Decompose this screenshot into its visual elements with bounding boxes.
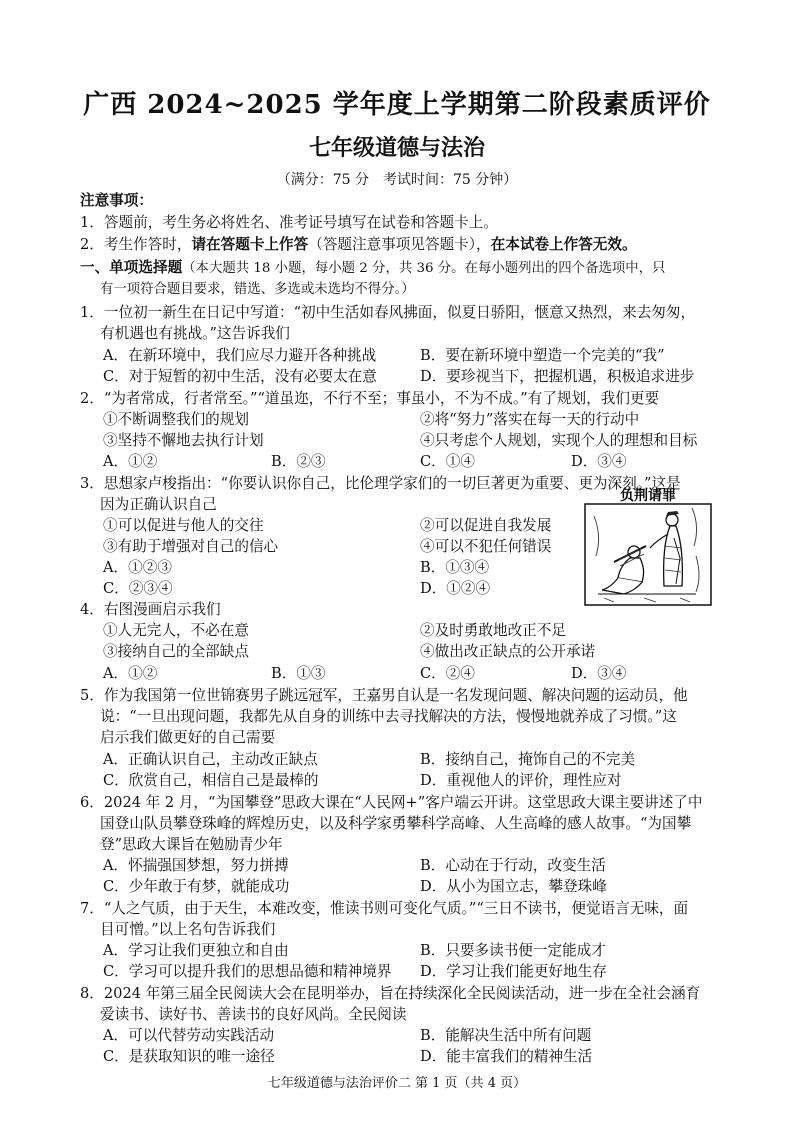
q2-statement: ②将“努力”落实在每一天的行动中	[420, 411, 640, 428]
q8-stem: 8．2024 年第三届全民阅读大会在昆明举办，旨在持续深化全民阅读活动，进一步在全社会涵育	[80, 985, 701, 1002]
q7-option-a: A．学习让我们更独立和自由	[103, 942, 289, 959]
q7-stem: 7．“人之气质，由于天生，本难改变，惟读书则可变化气质。”“三日不读书，便觉语言无味，面	[80, 900, 689, 917]
q2-option-a: A．①②	[103, 453, 158, 470]
q4-option-d: D．③④	[571, 665, 627, 682]
q3-statement: ①可以促进与他人的交往	[103, 517, 264, 534]
q5-option-d: D．重视他人的评价，理性应对	[420, 772, 622, 789]
section-heading-line2: 有一项符合题目要求，错选、多选或未选均不得分。）	[100, 282, 415, 297]
q3-option-a: A．①②③	[103, 559, 172, 576]
notice-item-1: 1．答题前，考生务必将姓名、准考证号填写在试卷和答题卡上。	[80, 214, 498, 231]
q1-stem: 有机遇也有挑战。”这告诉我们	[100, 325, 290, 342]
section-heading-bold: 一、单项选择题	[80, 259, 183, 276]
q5-stem: 启示我们做更好的自己需要	[100, 729, 276, 746]
q3-option-b: B．①③④	[420, 559, 490, 576]
q3-stem: 因为正确认识自己	[100, 496, 217, 513]
q5-option-a: A．正确认识自己，主动改正缺点	[103, 751, 318, 768]
comic-illustration	[584, 486, 712, 606]
q6-option-a: A．怀揣强国梦想，努力拼搏	[103, 857, 289, 874]
q3-statement: ②可以促进自我发展	[420, 517, 552, 534]
q7-option-c: C．学习可以提升我们的思想品德和精神境界	[103, 963, 392, 980]
q2-option-b: B．②③	[271, 453, 326, 470]
q1-option-d: D．要珍视当下，把握机遇，积极追求进步	[420, 368, 695, 385]
q8-stem: 爱读书、读好书、善读书的良好风尚。全民阅读	[100, 1006, 407, 1023]
q5-stem: 5．作为我国第一位世锦赛男子跳远冠军，王嘉男自认是一名发现问题、解决问题的运动员，他	[80, 687, 688, 704]
notice-item-2-bold: 请在答题卡上作答	[191, 236, 309, 253]
q4-option-a: A．①②	[103, 665, 158, 682]
q7-stem: 目可憎。”以上名句告诉我们	[100, 921, 276, 938]
q1-option-b: B．要在新环境中塑造一个完美的“我”	[420, 347, 665, 364]
notice-item-2-part: 2．考生作答时，	[80, 236, 192, 253]
q6-option-c: C．少年敢于有梦，就能成功	[103, 878, 290, 895]
exam-meta: （满分：75 分 考试时间：75 分钟）	[276, 172, 518, 188]
q8-option-b: B．能解决生活中所有问题	[420, 1027, 592, 1044]
q1-option-a: A．在新环境中，我们应尽力避开各种挑战	[103, 347, 377, 364]
q6-option-d: D．从小为国立志，攀登珠峰	[420, 878, 607, 895]
q2-option-d: D．③④	[571, 453, 627, 470]
q4-option-b: B．①③	[271, 665, 326, 682]
q7-option-b: B．只要多读书便一定能成才	[420, 942, 606, 959]
q8-option-c: C．是获取知识的唯一途径	[103, 1048, 275, 1065]
exam-subject: 七年级道德与法治	[308, 135, 485, 161]
q2-statement: ①不断调整我们的规划	[103, 411, 249, 428]
q8-option-a: A．可以代替劳动实践活动	[103, 1027, 275, 1044]
q8-option-d: D．能丰富我们的精神生活	[420, 1048, 593, 1065]
section-heading	[80, 258, 665, 279]
q3-option-c: C．②③④	[103, 580, 173, 597]
q2-option-c: C．①④	[420, 453, 475, 470]
q7-option-d: D．学习让我们能更好地生存	[420, 963, 607, 980]
q2-statement: ③坚持不懈地去执行计划	[103, 432, 264, 449]
q4-stem: 4．右图漫画启示我们	[80, 601, 221, 618]
q6-stem: 国登山队员攀登珠峰的辉煌历史，以及科学家勇攀科学高峰、人生高峰的感人故事。“为国攀	[100, 815, 692, 832]
q6-option-b: B．心动在于行动，改变生活	[420, 857, 606, 874]
q5-option-b: B．接纳自己，掩饰自己的不完美	[420, 751, 636, 768]
q5-option-c: C．欣赏自己，相信自己是最棒的	[103, 772, 319, 789]
comic-caption: 负荆请罪	[620, 488, 676, 504]
q4-statement: ②及时勇敢地改正不足	[420, 622, 566, 639]
page-footer: 七年级道德与法治评价二 第 1 页（共 4 页）	[267, 1076, 527, 1091]
exam-title: 广西 2024~2025 学年度上学期第二阶段素质评价	[83, 90, 711, 120]
q2-stem: 2．“为者常成，行者常至。”“道虽迩，不行不至；事虽小，不为不成。”有了规划，我们更要	[80, 390, 660, 407]
section-heading-rest: （本大题共 18 小题，每小题 2 分，共 36 分。在每小题列出的四个备选项中，只	[182, 261, 666, 276]
q3-statement: ③有助于增强对自己的信心	[103, 538, 279, 555]
q1-option-c: C．对于短暂的初中生活，没有必要太在意	[103, 368, 377, 385]
q4-statement: ①人无完人，不必在意	[103, 622, 249, 639]
notice-item-2	[80, 235, 637, 255]
q2-statement: ④只考虑个人规划，实现个人的理想和目标	[420, 432, 698, 449]
q4-option-c: C．②④	[420, 665, 475, 682]
q1-stem: 1．一位初一新生在日记中写道：“初中生活如春风拂面，似夏日骄阳，惬意又热烈，来去匆匆，	[80, 304, 696, 321]
q6-stem: 6．2024 年 2 月，“为国攀登”思政大课在“人民网+”客户端云开讲。这堂思政大课主要讲述了中	[80, 794, 703, 811]
notice-item-2-part: （答题注意事项见答题卡），	[308, 236, 491, 253]
q3-statement: ④可以不犯任何错误	[420, 538, 552, 555]
q6-stem: 登”思政大课旨在勉励青少年	[100, 836, 283, 853]
q3-stem: 3．思想家卢梭指出：“你要认识你自己，比伦理学家们的一切巨著更为重要、更为深刻。”这是	[80, 475, 681, 492]
notice-heading: 注意事项：	[80, 192, 153, 209]
q4-statement: ④做出改正缺点的公开承诺	[420, 643, 596, 660]
q3-option-d: D．①②④	[420, 580, 491, 597]
q4-statement: ③接纳自己的全部缺点	[103, 643, 249, 660]
notice-item-2-bold: 在本试卷上作答无效。	[490, 236, 637, 253]
q5-stem: 说：“一旦出现问题，我都先从自身的训练中去寻找解决的方法，慢慢地就养成了习惯。”这	[100, 708, 677, 725]
